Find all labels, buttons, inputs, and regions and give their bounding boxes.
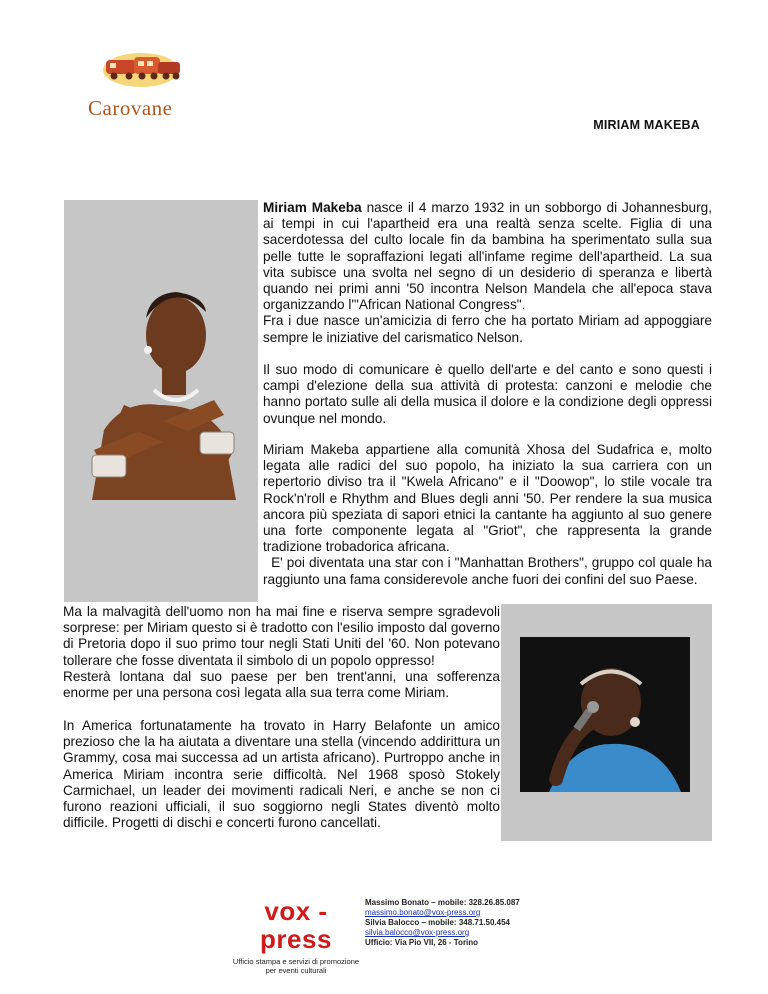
paragraph-4-text: Ma la malvagità dell'uomo non ha mai fine e riserva sempre sgradevoli sorprese: per Miriam questo si è tradotto con l'esilio imposto dal governo di Pretoria dopo il suo primo tour negli Stati Uniti del '60. Non potevano tollerare che fosse diventata il simbolo di un popolo oppresso!: [63, 604, 500, 668]
paragraph-4-continuation: Resterà lontana dal suo paese per ben trent'anni, una sofferenza enorme per una persona così legata alla sua terra come Miriam.: [63, 668, 500, 701]
footer-contacts: [365, 898, 520, 948]
contact-1-name: Massimo Bonato: [365, 898, 430, 907]
vox-press-wordmark: vox - press: [260, 896, 332, 954]
subject-name: Miriam Makeba: [263, 200, 362, 215]
paragraph-1-text: nasce il 4 marzo 1932 in un sobborgo di Johannesburg, ai tempi in cui l'apartheid era una realtà senza scelte. Figlia di una sacerdotessa del culto locale fin da bambina ha sperimentato sulla sua pelle tutte le sopraffazioni legati all'infame regime dell'apartheid. La sua vita subisce una svolta nel segno di un desiderio di speranza e libertà quando nei primi anni '50 incontra Nelson Mandela che all'epoca stava organizzando l'"African National Congress".: [263, 200, 712, 313]
contact-2-email-link[interactable]: silvia.balocco@vox-press.org: [365, 928, 470, 937]
singing-illustration: [501, 604, 712, 841]
article-paragraph-1: [263, 200, 712, 346]
contact-1-email-link[interactable]: massimo.bonato@vox-press.org: [365, 908, 481, 917]
vox-press-tagline: Ufficio stampa e servizi di promozione per eventi culturali: [232, 957, 360, 975]
carovane-logo: [86, 42, 196, 132]
page-title: MIRIAM MAKEBA: [593, 118, 700, 132]
contact-2-line: [365, 918, 520, 928]
contact-1-line: [365, 898, 520, 908]
portrait-illustration: [64, 200, 258, 602]
paragraph-1-continuation: Fra i due nasce un'amicizia di ferro che ha portato Miriam ad appoggiare sempre le iniziative del carismatico Nelson.: [263, 313, 712, 345]
contact-1-phone: – mobile: 328.26.85.087: [429, 898, 520, 907]
article-paragraph-5: In America fortunatamente ha trovato in Harry Belafonte un amico prezioso che la ha aiutata a diventare una stella (vincendo addirittura un Grammy, cosa mai successa ad un artista africano). Purtroppo anche in America Miriam incontra serie difficoltà. Nel 1968 sposò Stokely Carmichael, un leader dei movimenti radicali Neri, e anche se non ci furono reazioni ufficiali, il suo soggiorno negli States diventò molto difficile. Progetti di dischi e concerti furono cancellati.: [63, 718, 500, 831]
vox-press-logo: [232, 897, 360, 975]
caravan-vehicles-icon: [96, 42, 196, 92]
miriam-makeba-portrait-photo: [64, 200, 258, 602]
article-paragraph-2: Il suo modo di comunicare è quello dell'arte e del canto e sono questi i campi d'elezione della sua attività di protesta: canzoni e melodie che hanno portato sulle ali della musica il dolore e la condizione degli oppressi ovunque nel mondo.: [263, 362, 712, 426]
contact-2-name: Silvia Balocco: [365, 918, 420, 927]
logo-wordmark: Carovane: [88, 96, 173, 120]
miriam-makeba-singing-photo: [501, 604, 712, 841]
paragraph-3-text: Miriam Makeba appartiene alla comunità Xhosa del Sudafrica e, molto legata alle radici del suo popolo, ha iniziato la sua carriera con un repertorio diviso tra il "Kwela Africano" e il "Doowop", lo stile vocale tra Rock'n'roll e Rhythm and Blues degli anni '50. Per rendere la sua musica ancora più speziata di sapori etnici la cantante ha aggiunto al suo genere una forte componente legata al "Griot", che rappresenta la grande tradizione trobadorica africana.: [263, 442, 712, 555]
paragraph-3-continuation: E' poi diventata una star con i "Manhattan Brothers", gruppo col quale ha raggiunto una fama considerevole anche fuori dei confini del suo Paese.: [263, 555, 712, 587]
article-paragraph-3: [263, 442, 712, 588]
office-address: Ufficio: Via Pio VII, 26 - Torino: [365, 938, 479, 947]
article-paragraph-4: [63, 604, 500, 701]
contact-2-phone: – mobile: 348.71.50.454: [419, 918, 510, 927]
